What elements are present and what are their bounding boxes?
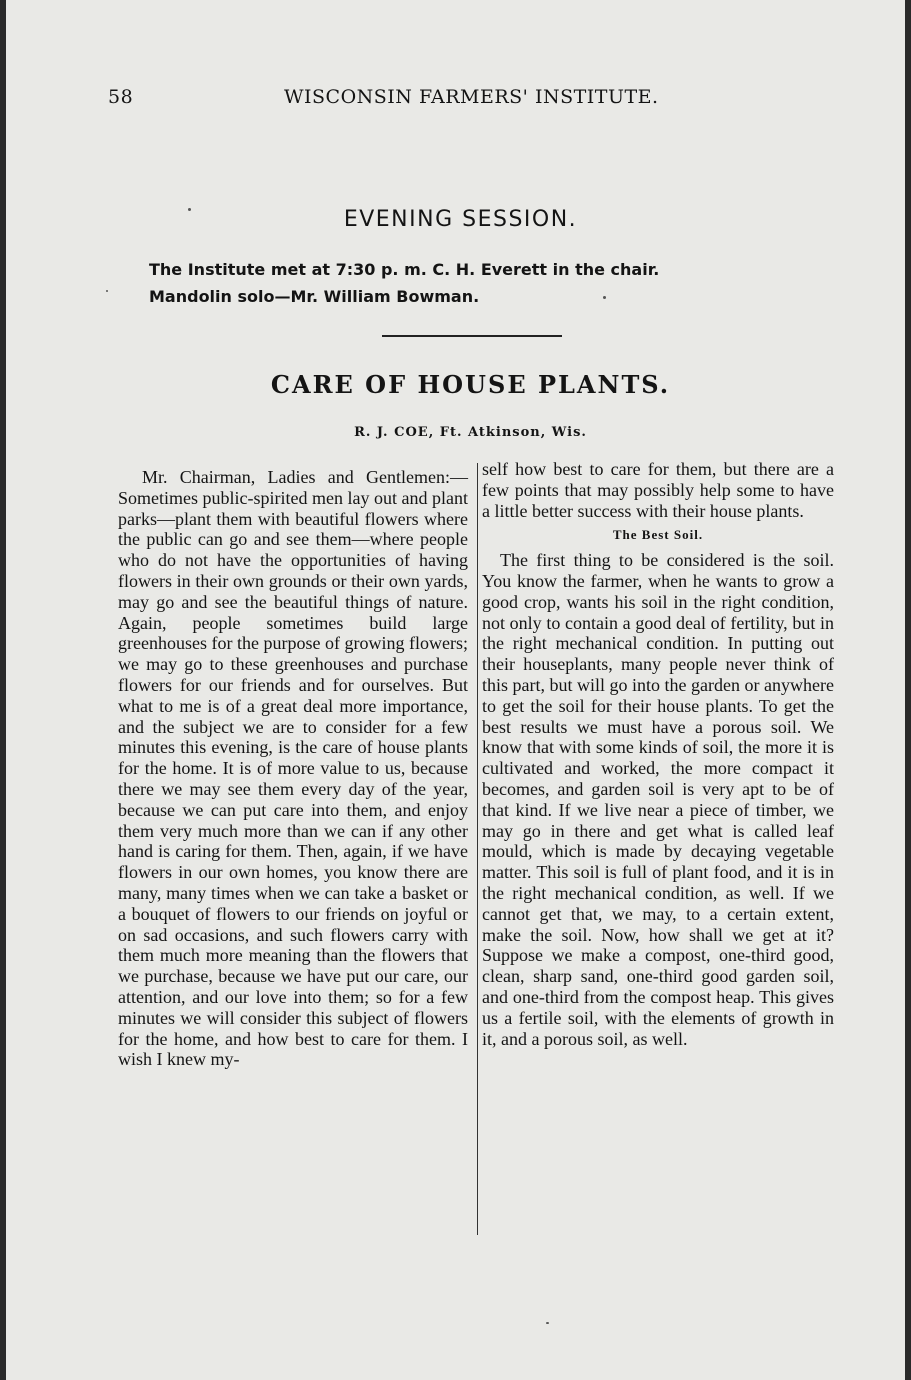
- session-heading: EVENING SESSION.: [343, 207, 578, 232]
- left-column-text: Mr. Chairman, Ladies and Gentlemen:—Sometimes public-spirited men lay out and plant parks—plant them with beautiful flowers where the public can go and see them—where people who do not have the opportunities of having flowers in their own grounds or their own yards, may go and see the beautiful things of nature. Again, people sometimes build large greenhouses for the purpose of growing flowers; we may go to these greenhouses and purchase flowers for our friends and for ourselves. But what to me is of a great deal more importance, and the subject we are to consider for a few minutes this evening, is the care of house plants for the home. It is of more value to us, because there we may see them every day of the year, because we can put care into them, and enjoy them very much more than we can if any other hand is caring for them. Then, again, if we have flowers in our own homes, you know there are many, many times when we can take a basket or a bouquet of flowers to our friends on joyful or on sad occasions, and such flowers carry with them much more meaning than the flowers that we purchase, because we have put our care, our attention, and our love into them; so for a few minutes we will consider this subject of flowers for the home, and how best to care for them. I wish I knew my-: [118, 467, 468, 1070]
- print-speck: [106, 290, 108, 292]
- running-head: [108, 86, 668, 112]
- section-divider: [382, 335, 562, 337]
- session-opening-line: The Institute met at 7:30 p. m. C. H. Everett in the chair.: [149, 260, 660, 279]
- journal-title: WISCONSIN FARMERS' INSTITUTE.: [284, 86, 659, 108]
- column-divider: [477, 463, 478, 1235]
- print-speck: [188, 208, 191, 211]
- right-column: [482, 459, 834, 1049]
- print-speck: [603, 296, 606, 299]
- book-page: [6, 0, 905, 1380]
- article-byline: R. J. COE, Ft. Atkinson, Wis.: [354, 425, 587, 440]
- right-column-continuation: self how best to care for them, but there are a few points that may possibly help some to have a little better success with their house plants.: [482, 459, 834, 521]
- section-subheading: The Best Soil.: [612, 527, 704, 543]
- left-column: [118, 467, 468, 1070]
- article-title: CARE OF HOUSE PLANTS.: [270, 370, 671, 399]
- right-column-paragraph: The first thing to be considered is the soil. You know the farmer, when he wants to grow a good crop, wants his soil in the right condition, not only to contain a good deal of fertility, but in the right mechanical condition. In putting out their houseplants, many people never think of this part, but will go into the garden or anywhere to get the soil for their house plants. To get the best results we must have a porous soil. We know that with some kinds of soil, the more it is cultivated and worked, the more compact it becomes, and garden soil is very apt to be of that kind. If we live near a piece of timber, we may go in there and get what is called leaf mould, which is made by decaying vegetable matter. This soil is full of plant food, and it is in the right mechanical condition, as well. If we cannot get that, we may, to a certain extent, make the soil. Now, how shall we get at it? Suppose we make a compost, one-third good, clean, sharp sand, one-third good garden soil, and one-third from the compost heap. This gives us a fertile soil, with the elements of growth in it, and a porous soil, as well.: [482, 550, 834, 1049]
- print-speck: [546, 1322, 549, 1324]
- session-music-line: Mandolin solo—Mr. William Bowman.: [149, 287, 480, 306]
- page-number: 58: [108, 86, 134, 108]
